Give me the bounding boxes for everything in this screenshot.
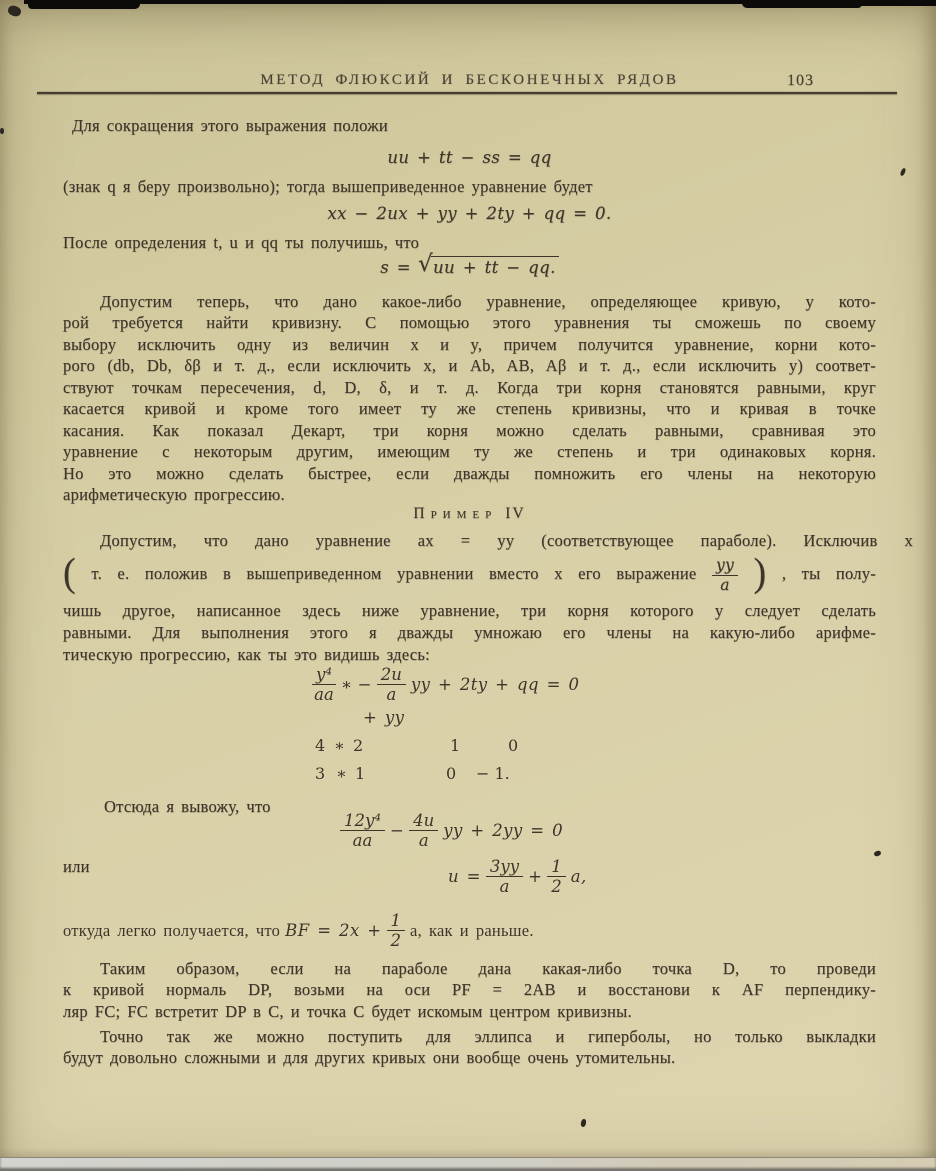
progression-cell: 3 (315, 764, 326, 783)
progression-cell: − 1. (476, 764, 510, 783)
example-line-4: равными. Для выполнения этого я дважды умножаю его члены на какую-либо арифме- (63, 623, 876, 642)
paragraph-line: будут довольно сложными и для других кривых они вообще очень утомительны. (63, 1048, 676, 1068)
worked-main-equation (312, 666, 579, 703)
plus-sign: + (528, 867, 543, 886)
curvature-paragraph (63, 291, 876, 505)
derived-equation-tail: yy + 2yy = 0 (443, 821, 564, 840)
construction-paragraph (63, 958, 876, 1022)
fraction-one-half: $\frac{1}{2}$ (547, 858, 566, 895)
ink-speck (900, 168, 907, 177)
formula-circle-equation: xx − 2ux + yy + 2ty + qq = 0. (327, 204, 612, 223)
paragraph-line: касания. Как показал Декарт, три корня можно сделать равными, сравнивая это (63, 420, 876, 440)
progression-cell: 1 (450, 736, 461, 755)
fraction-4u-over-a: $\frac{4u}{a}$ (409, 812, 438, 849)
running-head-title: МЕТОД ФЛЮКСИЙ И БЕСКОНЕЧНЫХ РЯДОВ (260, 72, 679, 88)
minus-sign: − (389, 821, 405, 840)
u-equation-lhs: u = (448, 867, 481, 886)
progression-cell: 0 (508, 736, 519, 755)
whence-tail: a, как и раньше. (410, 920, 534, 940)
fraction-12y4-over-aa: 12y⁴ aa (340, 812, 385, 849)
paragraph-line: Таким образом, если на параболе дана какая-либо точка D, то проведи (100, 959, 876, 978)
deduce-line: Отсюда я вывожу, что (104, 797, 271, 816)
progression-cell: 1 (355, 764, 366, 783)
or-word: или (63, 857, 90, 876)
under-term-plus-yy: + yy (363, 708, 405, 727)
paragraph-line: касается кривой и кроме того имеет ту же степень кривизны, что и кривая в точке (63, 399, 876, 419)
paragraph-line: Допустим теперь, что дано какое-либо уравнение, определяющее кривую, у кото- (100, 292, 876, 311)
progression-cell: 4 (315, 736, 326, 755)
example-line-2-tail: , ты полу- (781, 564, 877, 583)
radical-sign: √ (417, 251, 434, 277)
whence-math: BF = 2x + (285, 921, 382, 940)
fraction-y4-over-aa: y⁴ aa (312, 666, 336, 703)
example-heading-label: Пример (413, 505, 498, 522)
u-equation-tail: a, (570, 867, 587, 886)
progression-cell: 2 (353, 736, 364, 755)
paragraph-line: рой требуется найти кривизну. С помощью этого уравнения ты сможешь по своему (63, 313, 876, 333)
progression-cell: 0 (446, 764, 457, 783)
example-heading (63, 503, 876, 524)
progression-cell: ∗ (336, 764, 347, 783)
example-line-3: чишь другое, написанное здесь ниже уравнение, три корня которого y следует сделать (63, 601, 876, 620)
header-rule (37, 92, 897, 94)
example-line-2 (63, 552, 876, 598)
paragraph-line: Точно так же можно поступить для эллипса и гиперболы, но только выкладки (100, 1027, 876, 1046)
big-close-paren: ) (753, 551, 767, 596)
ink-speck (0, 128, 4, 134)
fraction-one-half: $\frac{1}{2}$ (387, 912, 406, 949)
fraction-2u-over-a: $\frac{2u}{a}$ (377, 666, 406, 703)
derived-equation (340, 812, 563, 849)
intro-line-1: Для сокращения этого выражения положи (72, 116, 388, 135)
u-equation (448, 858, 587, 895)
whence-line (63, 912, 534, 949)
big-open-paren: ( (63, 551, 76, 596)
example-line-1: Допустим, что дано уравнение ax = yy (соответствующее параболе). Исключив x (100, 531, 913, 550)
intro-line-2: (знак q я беру произвольно); тогда вышеприведенное уравнение будет (63, 177, 593, 196)
fraction-yy-over-a: $\frac{yy}{a}$ (712, 557, 738, 594)
ink-speck (580, 1119, 587, 1128)
paragraph-line: Но это можно сделать быстрее, если дважды помножить его члены на некоторую (63, 463, 876, 483)
paragraph-line: ляр FC; FC встретит DP в C, и точка C будет искомым центром кривизны. (63, 1001, 632, 1021)
paragraph-line: рого (db, Db, δβ и т. д., если исключить x, и Ab, AB, Aβ и т. д., если исключить y) соответ- (63, 356, 876, 376)
paragraph-line: ствуют точкам пересечения, d, D, δ, и т. д. Когда три корня становятся равными, круг (63, 377, 876, 397)
ink-speck (7, 4, 22, 18)
fraction-3yy-over-a: $\frac{3yy}{a}$ (486, 858, 523, 895)
radius-lhs: s = (380, 258, 411, 277)
ink-speck (873, 850, 881, 857)
page-number: 103 (787, 72, 814, 89)
formula-uu-tt-ss: uu + tt − ss = qq (387, 148, 552, 167)
bottom-scan-edge (0, 1157, 936, 1171)
main-equation-tail: yy + 2ty + qq = 0 (410, 675, 580, 694)
paragraph-line: уравнение с некоторым другим, имеющим ту же степень и три одинаковых корня. (63, 442, 876, 462)
formula-radius (63, 251, 876, 278)
top-scan-blob-left (28, 0, 140, 9)
intro-line-3: После определения t, u и qq ты получишь, что (63, 233, 420, 252)
top-scan-corner (858, 0, 936, 6)
example-line-5: тическую прогрессию, как ты это видишь здесь: (63, 645, 430, 664)
progression-cell: ∗ (334, 736, 345, 755)
missing-term-star: ∗ (340, 675, 353, 694)
closing-paragraph (63, 1026, 876, 1069)
paragraph-line: к кривой нормаль DP, возьми на оси PF = 2AB и восстанови к AF перпендику- (63, 980, 876, 1000)
whence-text: откуда легко получается, что (63, 920, 281, 940)
paragraph-line: арифметическую прогрессию. (63, 484, 285, 504)
paragraph-line: выбору исключить одну из величин x и y, причем получится уравнение, корни кото- (63, 334, 876, 354)
example-heading-numeral: IV (505, 505, 526, 522)
radicand: uu + tt − qq. (431, 256, 559, 277)
example-line-2-text: т. е. положив в вышеприведенном уравнении вместо x его выражение (91, 564, 697, 583)
minus-sign: − (357, 675, 372, 694)
top-scan-blob-right (742, 0, 862, 8)
